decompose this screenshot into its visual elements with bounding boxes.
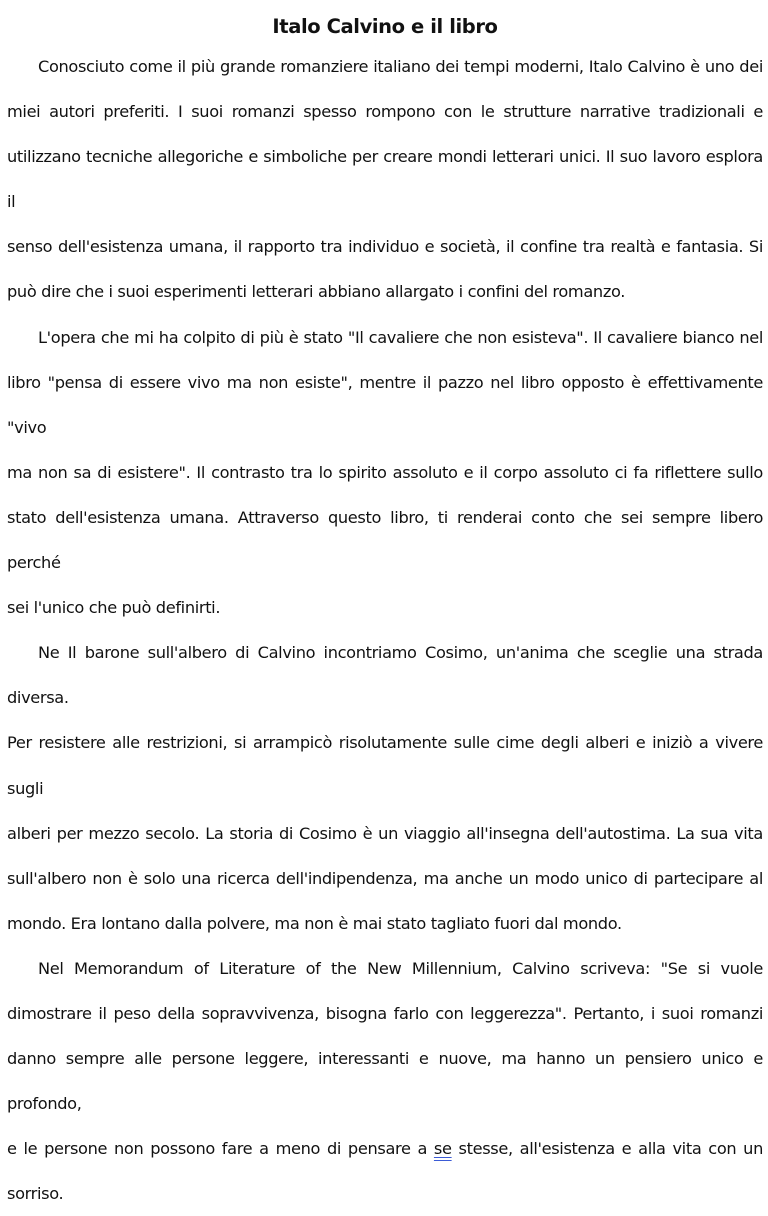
text-fragment: e le persone non possono fare a meno di pensare a bbox=[7, 1139, 434, 1159]
paragraph-3 bbox=[7, 630, 763, 946]
paragraph-2 bbox=[7, 315, 763, 631]
text-line: Ne Il barone sull'albero di Calvino incontriamo Cosimo, un'anima che sceglie una strada diversa. bbox=[7, 643, 763, 708]
document-page bbox=[7, 10, 763, 1216]
text-line: alberi per mezzo secolo. La storia di Cosimo è un viaggio all'insegna dell'autostima. La sua vita bbox=[7, 823, 763, 843]
text-fragment: stesse, all'esistenza e alla vita con un sorriso. bbox=[7, 1139, 763, 1204]
text-line: dimostrare il peso della sopravvivenza, bisogna farlo con leggerezza". Pertanto, i suoi romanzi bbox=[7, 1003, 763, 1023]
text-line: Nel Memorandum of Literature of the New Millennium, Calvino scriveva: "Se si vuole bbox=[38, 958, 763, 978]
paragraph-1 bbox=[7, 44, 763, 315]
text-line-last bbox=[7, 1126, 763, 1216]
text-line: L'opera che mi ha colpito di più è stato "Il cavaliere che non esisteva". Il cavaliere bianco nel bbox=[38, 327, 763, 347]
text-line: libro "pensa di essere vivo ma non esiste", mentre il pazzo nel libro opposto è effettivamente "vivo bbox=[7, 372, 763, 437]
text-line: Per resistere alle restrizioni, si arrampicò risolutamente sulle cime degli alberi e iniziò a vivere sugli bbox=[7, 733, 763, 798]
text-line: può dire che i suoi esperimenti letterari abbiano allargato i confini del romanzo. bbox=[7, 282, 626, 302]
text-line: utilizzano tecniche allegoriche e simboliche per creare mondi letterari unici. Il suo lavoro esplora il bbox=[7, 147, 763, 212]
text-line: miei autori preferiti. I suoi romanzi spesso rompono con le strutture narrative tradizionali e bbox=[7, 102, 763, 122]
text-line: danno sempre alle persone leggere, interessanti e nuove, ma hanno un pensiero unico e profondo, bbox=[7, 1049, 763, 1114]
spellcheck-marked-word[interactable]: se bbox=[433, 1139, 452, 1159]
text-line: sull'albero non è solo una ricerca dell'indipendenza, ma anche un modo unico di partecipare al bbox=[7, 868, 763, 888]
text-line: stato dell'esistenza umana. Attraverso questo libro, ti renderai conto che sei sempre libero perché bbox=[7, 507, 763, 573]
text-line: mondo. Era lontano dalla polvere, ma non è mai stato tagliato fuori dal mondo. bbox=[7, 913, 622, 933]
paragraph-4 bbox=[7, 946, 763, 1216]
text-line: sei l'unico che può definirti. bbox=[7, 598, 221, 618]
text-line: ma non sa di esistere". Il contrasto tra lo spirito assoluto e il corpo assoluto ci fa riflettere sullo bbox=[7, 462, 763, 482]
document-title: Italo Calvino e il libro bbox=[272, 15, 498, 38]
text-line: Conosciuto come il più grande romanziere italiano dei tempi moderni, Italo Calvino è uno dei bbox=[38, 57, 763, 76]
text-line: senso dell'esistenza umana, il rapporto tra individuo e società, il confine tra realtà e fantasia. Si bbox=[7, 237, 763, 257]
